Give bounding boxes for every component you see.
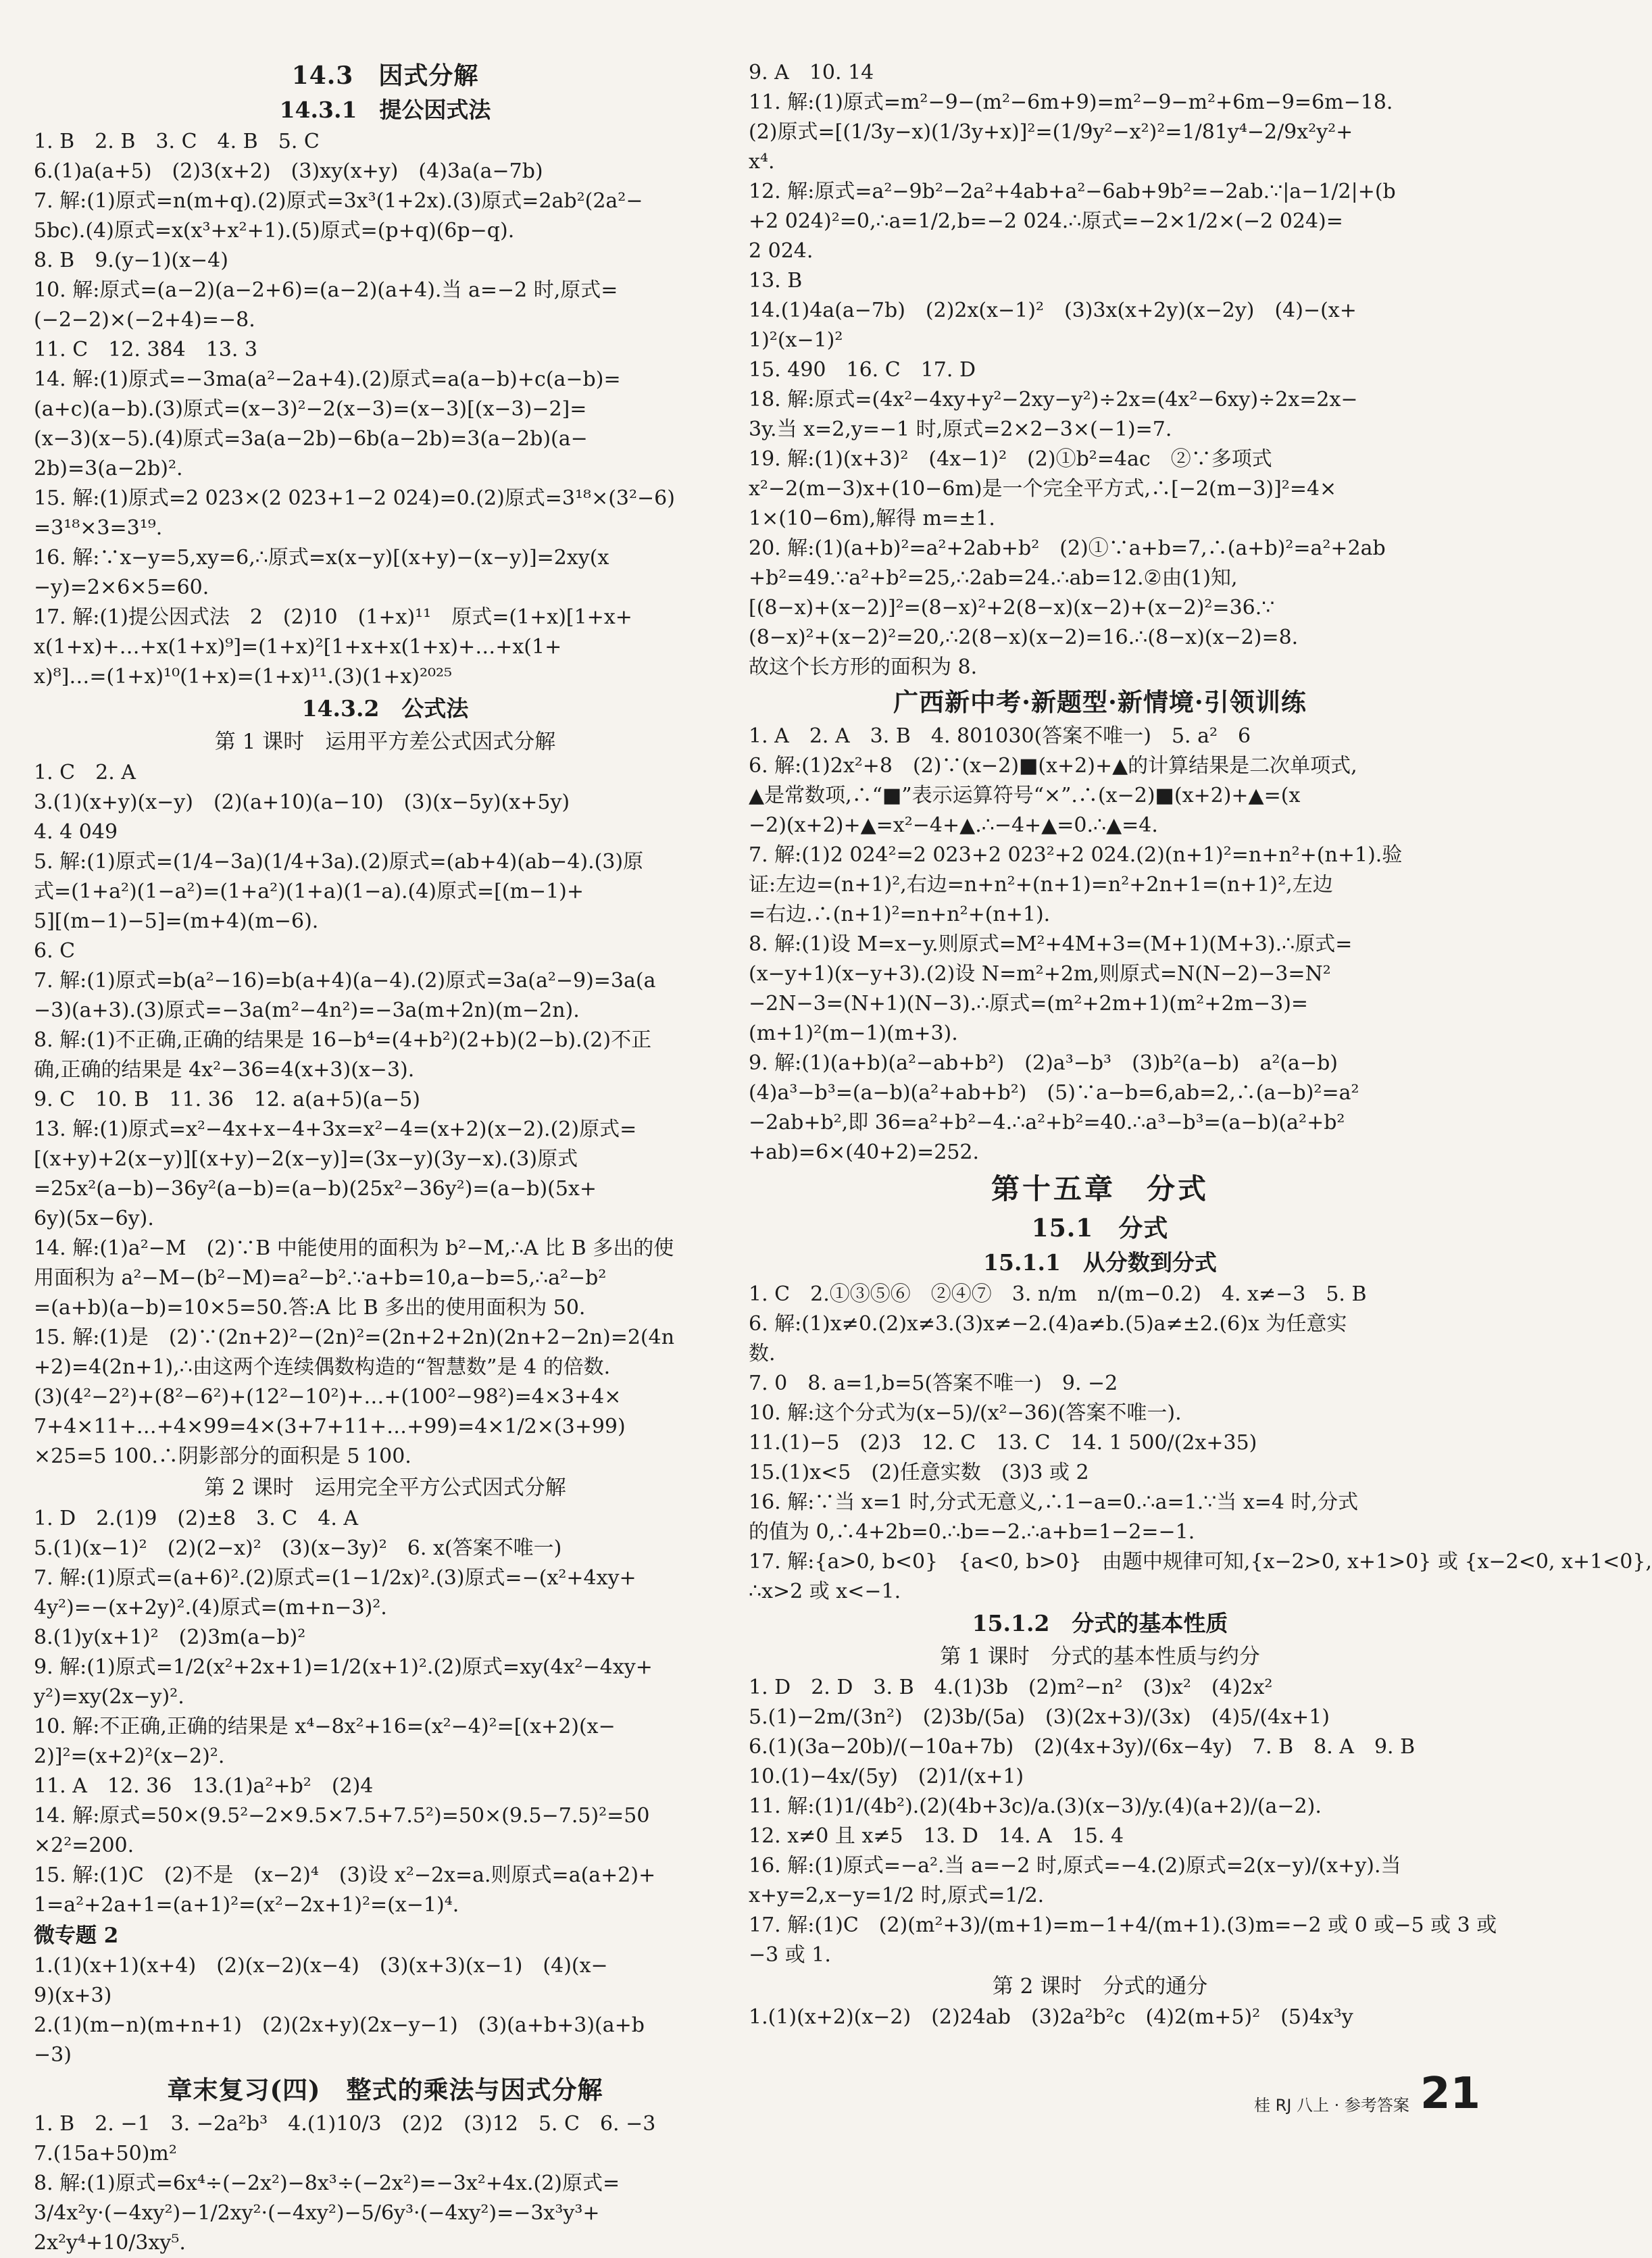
answer-line: 14. 解:(1)a²−M (2)∵B 中能使用的面积为 b²−M,∴A 比 B 多出的使 [34, 1236, 674, 1260]
answer-line: 14. 解:(1)原式=−3ma(a²−2a+4).(2)原式=a(a−b)+c(a−b)= [34, 368, 621, 391]
answer-line: 1.(1)(x+1)(x+4) (2)(x−2)(x−4) (3)(x+3)(x−1) (4)(x− [34, 1954, 608, 1978]
answer-line: 7. 解:(1)2 024²=2 023+2 023²+2 024.(2)(n+1)²=n+n²+(n+1).验 [749, 843, 1403, 867]
answer-line: 8. B 9.(y−1)(x−4) [34, 249, 228, 272]
answer-line: 2.(1)(m−n)(m+n+1) (2)(2x+y)(2x−y−1) (3)(a+b+3)(a+b [34, 2013, 645, 2037]
subsection-heading: 14.3.1 提公因式法 [279, 97, 491, 123]
answer-line: 数. [749, 1342, 776, 1365]
answer-line: 1×(10−6m),解得 m=±1. [749, 507, 995, 530]
answer-line: ×2²=200. [34, 1834, 134, 1857]
answer-line: 7.(15a+50)m² [34, 2142, 177, 2165]
answer-line: 18. 解:原式=(4x²−4xy+y²−2xy−y²)÷2x=(4x²−6xy)÷2x=2x− [749, 388, 1358, 411]
answer-line: −2N−3=(N+1)(N−3).∴原式=(m²+2m+1)(m²+2m−3)= [749, 992, 1309, 1015]
subsection-heading: 15.1.1 从分数到分式 [983, 1249, 1217, 1276]
answer-line: 16. 解:(1)原式=−a².当 a=−2 时,原式=−4.(2)原式=2(x−y)/(x+y).当 [749, 1854, 1401, 1878]
answer-line: 6.(1)a(a+5) (2)3(x+2) (3)xy(x+y) (4)3a(a−7b) [34, 159, 543, 183]
subsection-heading: 15.1.2 分式的基本性质 [972, 1610, 1228, 1636]
answer-line: 15. 解:(1)是 (2)∵(2n+2)²−(2n)²=(2n+2+2n)(2n+2−2n)=2(4n [34, 1326, 675, 1349]
answer-line: =(a+b)(a−b)=10×5=50.答:A 比 B 多出的使用面积为 50. [34, 1296, 586, 1320]
answer-line: 7. 解:(1)原式=n(m+q).(2)原式=3x³(1+2x).(3)原式=2ab²(2a²− [34, 189, 643, 213]
answer-line: 1=a²+2a+1=(a+1)²=(x²−2x+1)²=(x−1)⁴. [34, 1893, 459, 1917]
answer-line: 14. 解:原式=50×(9.5²−2×9.5×7.5+7.5²)=50×(9.5−7.5)²=50 [34, 1804, 650, 1828]
lesson-heading: 第 2 课时 运用完全平方公式因式分解 [204, 1476, 566, 1500]
answer-line: 17. 解:(1)提公因式法 2 (2)10 (1+x)¹¹ 原式=(1+x)[1+x+ [34, 605, 632, 629]
answer-line: (a+c)(a−b).(3)原式=(x−3)²−2(x−3)=(x−3)[(x−3)−2]= [34, 397, 587, 421]
answer-line: 11. A 12. 36 13.(1)a²+b² (2)4 [34, 1774, 374, 1798]
answer-line: (−2−2)×(−2+4)=−8. [34, 308, 255, 332]
answer-line: 9. A 10. 14 [749, 61, 874, 84]
answer-line: 故这个长方形的面积为 8. [749, 655, 978, 679]
answer-line: 1. C 2. A [34, 761, 136, 784]
answer-line: =右边.∴(n+1)²=n+n²+(n+1). [749, 903, 1051, 926]
answer-line: (2)原式=[(1/3y−x)(1/3y+x)]²=(1/9y²−x²)²=1/81y⁴−2/9x²y²+ [749, 120, 1353, 144]
answer-line: 2)]²=(x+2)²(x−2)². [34, 1745, 225, 1768]
answer-line: 7. 0 8. a=1,b=5(答案不唯一) 9. −2 [749, 1372, 1118, 1395]
answer-line: (4)a³−b³=(a−b)(a²+ab+b²) (5)∵a−b=6,ab=2,∴(a−b)²=a² [749, 1081, 1359, 1105]
answer-line: 10. 解:这个分式为(x−5)/(x²−36)(答案不唯一). [749, 1401, 1182, 1425]
answer-line: 7. 解:(1)原式=b(a²−16)=b(a+4)(a−4).(2)原式=3a(a²−9)=3a(a [34, 969, 656, 993]
answer-line: −2)(x+2)+▲=x²−4+▲.∴−4+▲=0.∴▲=4. [749, 813, 1158, 837]
answer-line: y²)=xy(2x−y)². [34, 1685, 184, 1709]
answer-line: −y)=2×6×5=60. [34, 576, 209, 599]
answer-line: 14.(1)4a(a−7b) (2)2x(x−1)² (3)3x(x+2y)(x−2y) (4)−(x+ [749, 299, 1357, 322]
answer-line: x)⁸]…=(1+x)¹⁰(1+x)=(1+x)¹¹.(3)(1+x)²⁰²⁵ [34, 665, 453, 688]
answer-line: 11. C 12. 384 13. 3 [34, 338, 258, 361]
answer-line: [(x+y)+2(x−y)][(x+y)−2(x−y)]=(3x−y)(3y−x).(3)原式 [34, 1147, 578, 1171]
answer-line: 9. 解:(1)原式=1/2(x²+2x+1)=1/2(x+1)².(2)原式=xy(4x²−4xy+ [34, 1655, 653, 1679]
lesson-heading: 第 1 课时 运用平方差公式因式分解 [214, 730, 556, 754]
left-column [34, 58, 736, 2258]
page-footer [1254, 2069, 1480, 2119]
answer-line: 证:左边=(n+1)²,右边=n+n²+(n+1)=n²+2n+1=(n+1)²,左边 [749, 873, 1333, 897]
answer-line: 7. 解:(1)原式=(a+6)².(2)原式=(1−1/2x)².(3)原式=−(x²+4xy+ [34, 1566, 636, 1590]
answer-line: 11.(1)−5 (2)3 12. C 13. C 14. 1 500/(2x+35) [749, 1431, 1257, 1455]
answer-line: (x−y+1)(x−y+3).(2)设 N=m²+2m,则原式=N(N−2)−3=N² [749, 962, 1331, 986]
answer-line: (x−3)(x−5).(4)原式=3a(a−2b)−6b(a−2b)=3(a−2b)(a− [34, 427, 588, 451]
answer-line: 1. B 2. B 3. C 4. B 5. C [34, 130, 320, 153]
answer-line: 2x²y⁴+10/3xy⁵. [34, 2231, 186, 2255]
subsection-heading: 14.3.2 公式法 [301, 695, 469, 722]
footer-text: 桂 RJ 八上 · 参考答案 [1254, 2096, 1409, 2115]
answer-line: 式=(1+a²)(1−a²)=(1+a²)(1+a)(1−a).(4)原式=[(m−1)+ [34, 880, 584, 903]
answer-line: 15. 解:(1)原式=2 023×(2 023+1−2 024)=0.(2)原式=3¹⁸×(3²−6) [34, 486, 675, 510]
answer-line: 2b)=3(a−2b)². [34, 457, 183, 480]
answer-line: 11. 解:(1)1/(4b²).(2)(4b+3c)/a.(3)(x−3)/y.(4)(a+2)/(a−2). [749, 1795, 1322, 1818]
answer-line: 17. 解:(1)C (2)(m²+3)/(m+1)=m−1+4/(m+1).(3)m=−2 或 0 或−5 或 3 或 [749, 1913, 1497, 1937]
answer-line: +ab)=6×(40+2)=252. [749, 1140, 980, 1164]
answer-line: (8−x)²+(x−2)²=20,∴2(8−x)(x−2)=16.∴(8−x)(x−2)=8. [749, 626, 1299, 649]
answer-line: ×25=5 100.∴阴影部分的面积是 5 100. [34, 1445, 411, 1468]
section-heading: 15.1 分式 [1031, 1214, 1169, 1243]
answer-line: 1. A 2. A 3. B 4. 801030(答案不唯一) 5. a² 6 [749, 724, 1251, 748]
answer-line: 11. 解:(1)原式=m²−9−(m²−6m+9)=m²−9−m²+6m−9=6m−18. [749, 91, 1393, 114]
answer-line: 16. 解:∵当 x=1 时,分式无意义,∴1−a=0.∴a=1.∵当 x=4 时,分式 [749, 1490, 1359, 1514]
answer-line: 用面积为 a²−M−(b²−M)=a²−b².∵a+b=10,a−b=5,∴a²−b² [34, 1266, 607, 1290]
answer-line: 9)(x+3) [34, 1984, 112, 2007]
answer-line: ∴x>2 或 x<−1. [749, 1580, 901, 1603]
answer-line: −3)(a+3).(3)原式=−3a(m²−4n²)=−3a(m+2n)(m−2n). [34, 999, 580, 1022]
answer-line: x²−2(m−3)x+(10−6m)是一个完全平方式,∴[−2(m−3)]²=4× [749, 477, 1337, 501]
answer-line: +b²=49.∵a²+b²=25,∴2ab=24.∴ab=12.②由(1)知, [749, 566, 1238, 590]
lesson-heading: 第 1 课时 分式的基本性质与约分 [940, 1645, 1260, 1669]
answer-line: 3.(1)(x+y)(x−y) (2)(a+10)(a−10) (3)(x−5y)(x+5y) [34, 791, 570, 814]
answer-line: 15. 解:(1)C (2)不是 (x−2)⁴ (3)设 x²−2x=a.则原式=a(a+2)+ [34, 1863, 656, 1887]
answer-line: 13. B [749, 269, 803, 293]
answer-line: 16. 解:∵x−y=5,xy=6,∴原式=x(x−y)[(x+y)−(x−y)]=2xy(x [34, 546, 609, 570]
answer-line: 1. D 2.(1)9 (2)±8 3. C 4. A [34, 1507, 359, 1530]
answer-line: x(1+x)+…+x(1+x)⁹]=(1+x)²[1+x+x(1+x)+…+x(1+ [34, 635, 562, 659]
answer-line: 确,正确的结果是 4x²−36=4(x+3)(x−3). [34, 1058, 415, 1082]
answer-line: 10. 解:不正确,正确的结果是 x⁴−8x²+16=(x²−4)²=[(x+2)(x− [34, 1715, 616, 1738]
answer-line: 6. C [34, 939, 76, 963]
answer-line: 6. 解:(1)2x²+8 (2)∵(x−2)■(x+2)+▲的计算结果是二次单项式, [749, 754, 1357, 778]
lesson-heading: 第 2 课时 分式的通分 [992, 1974, 1208, 1999]
answer-line: [(8−x)+(x−2)]²=(8−x)²+2(8−x)(x−2)+(x−2)²=36.∵ [749, 596, 1275, 620]
answer-line: 13. 解:(1)原式=x²−4x+x−4+3x=x²−4=(x+2)(x−2).(2)原式= [34, 1118, 637, 1141]
answer-line: −3) [34, 2043, 72, 2067]
answer-line: ▲是常数项,∴“■”表示运算符号“×”.∴(x−2)■(x+2)+▲=(x [749, 784, 1301, 807]
answer-line: 1. C 2.①③⑤⑥ ②④⑦ 3. n/m n/(m−0.2) 4. x≠−3 5. B [749, 1282, 1367, 1306]
page-number: 21 [1420, 2069, 1480, 2119]
answer-line: 10.(1)−4x/(5y) (2)1/(x+1) [749, 1765, 1024, 1788]
answer-line: 2 024. [749, 239, 814, 263]
answer-line: +2 024)²=0,∴a=1/2,b=−2 024.∴原式=−2×1/2×(−2 024)= [749, 209, 1343, 233]
answer-line: 5. 解:(1)原式=(1/4−3a)(1/4+3a).(2)原式=(ab+4)(ab−4).(3)原 [34, 850, 644, 874]
answer-line: −2ab+b²,即 36=a²+b²−4.∴a²+b²=40.∴a³−b³=(a−b)(a²+b² [749, 1111, 1345, 1134]
answer-line: 5][(m−1)−5]=(m+4)(m−6). [34, 909, 319, 933]
answer-line: 5bc).(4)原式=x(x³+x²+1).(5)原式=(p+q)(6p−q). [34, 219, 515, 243]
answer-line: x+y=2,x−y=1/2 时,原式=1/2. [749, 1884, 1045, 1907]
section-heading: 14.3 因式分解 [291, 61, 479, 90]
answer-line: x⁴. [749, 150, 775, 174]
answer-line: (3)(4²−2²)+(8²−6²)+(12²−10²)+…+(100²−98²)=4×3+4× [34, 1385, 622, 1409]
answer-line: 6. 解:(1)x≠0.(2)x≠3.(3)x≠−2.(4)a≠b.(5)a≠±2.(6)x 为任意实 [749, 1312, 1347, 1336]
answer-line: 3/4x²y·(−4xy²)−1/2xy²·(−4xy²)−5/6y³·(−4xy²)=−3x³y³+ [34, 2201, 600, 2225]
answer-line: 1.(1)(x+2)(x−2) (2)24ab (3)2a²b²c (4)2(m+5)² (5)4x³y [749, 2005, 1353, 2029]
answer-line: 12. x≠0 且 x≠5 13. D 14. A 15. 4 [749, 1824, 1124, 1848]
answer-line: +2)=4(2n+1),∴由这两个连续偶数构造的“智慧数”是 4 的倍数. [34, 1355, 611, 1379]
answer-line: 6y)(5x−6y). [34, 1207, 154, 1230]
answer-line: −3 或 1. [749, 1943, 831, 1967]
answer-line: 5.(1)−2m/(3n²) (2)3b/(5a) (3)(2x+3)/(3x) (4)5/(4x+1) [749, 1705, 1330, 1729]
chapter-heading: 第十五章 分式 [991, 1172, 1209, 1205]
special-heading: 广西新中考·新题型·新情境·引领训练 [893, 687, 1307, 717]
answer-line: =25x²(a−b)−36y²(a−b)=(a−b)(25x²−36y²)=(a−b)(5x+ [34, 1177, 597, 1201]
answer-line: 1. D 2. D 3. B 4.(1)3b (2)m²−n² (3)x² (4)2x² [749, 1676, 1273, 1699]
answer-line: 8. 解:(1)不正确,正确的结果是 16−b⁴=(4+b²)(2+b)(2−b).(2)不正 [34, 1028, 652, 1052]
answer-line: 3y.当 x=2,y=−1 时,原式=2×2−3×(−1)=7. [749, 418, 1172, 441]
answer-line: 7+4×11+…+4×99=4×(3+7+11+…+99)=4×1/2×(3+99) [34, 1415, 626, 1438]
answer-line: 12. 解:原式=a²−9b²−2a²+4ab+a²−6ab+9b²=−2ab.∵|a−1/2|+(b [749, 180, 1396, 203]
answer-line: 9. C 10. B 11. 36 12. a(a+5)(a−5) [34, 1088, 420, 1111]
answer-line: 8. 解:(1)设 M=x−y.则原式=M²+4M+3=(M+1)(M+3).∴原式= [749, 932, 1353, 956]
answer-line: 20. 解:(1)(a+b)²=a²+2ab+b² (2)①∵a+b=7,∴(a+b)²=a²+2ab [749, 536, 1386, 560]
mini-topic-heading: 微专题 2 [34, 1924, 119, 1948]
answer-line: 9. 解:(1)(a+b)(a²−ab+b²) (2)a³−b³ (3)b²(a−b) a²(a−b) [749, 1051, 1338, 1075]
answer-line: 15.(1)x<5 (2)任意实数 (3)3 或 2 [749, 1461, 1089, 1484]
answer-line: 4y²)=−(x+2y)².(4)原式=(m+n−3)². [34, 1596, 387, 1620]
answer-line: (m+1)²(m−1)(m+3). [749, 1022, 958, 1045]
answer-line: 17. 解:{a>0, b<0} {a<0, b>0} 由题中规律可知,{x−2>0, x+1>0} 或 {x−2<0, x+1<0}, [749, 1550, 1652, 1574]
answer-line: =3¹⁸×3=3¹⁹. [34, 516, 163, 540]
answer-line: 8. 解:(1)原式=6x⁴÷(−2x²)−8x³÷(−2x²)=−3x²+4x.(2)原式= [34, 2172, 620, 2195]
chapter-review-heading: 章末复习(四) 整式的乘法与因式分解 [167, 2075, 603, 2105]
answer-line: 5.(1)(x−1)² (2)(2−x)² (3)(x−3y)² 6. x(答案不唯一) [34, 1536, 562, 1560]
answer-line: 4. 4 049 [34, 820, 118, 844]
answer-line: 1)²(x−1)² [749, 328, 843, 352]
right-column [749, 58, 1652, 2032]
answer-line: 1. B 2. −1 3. −2a²b³ 4.(1)10/3 (2)2 (3)12 5. C 6. −3 [34, 2112, 656, 2136]
answer-line: 8.(1)y(x+1)² (2)3m(a−b)² [34, 1626, 306, 1649]
answer-line: 6.(1)(3a−20b)/(−10a+7b) (2)(4x+3y)/(6x−4y) 7. B 8. A 9. B [749, 1735, 1416, 1759]
answer-line: 的值为 0,∴4+2b=0.∴b=−2.∴a+b=1−2=−1. [749, 1520, 1195, 1544]
answer-line: 10. 解:原式=(a−2)(a−2+6)=(a−2)(a+4).当 a=−2 时,原式= [34, 278, 618, 302]
answer-line: 15. 490 16. C 17. D [749, 358, 976, 382]
answer-line: 19. 解:(1)(x+3)² (4x−1)² (2)①b²=4ac ②∵多项式 [749, 447, 1272, 471]
